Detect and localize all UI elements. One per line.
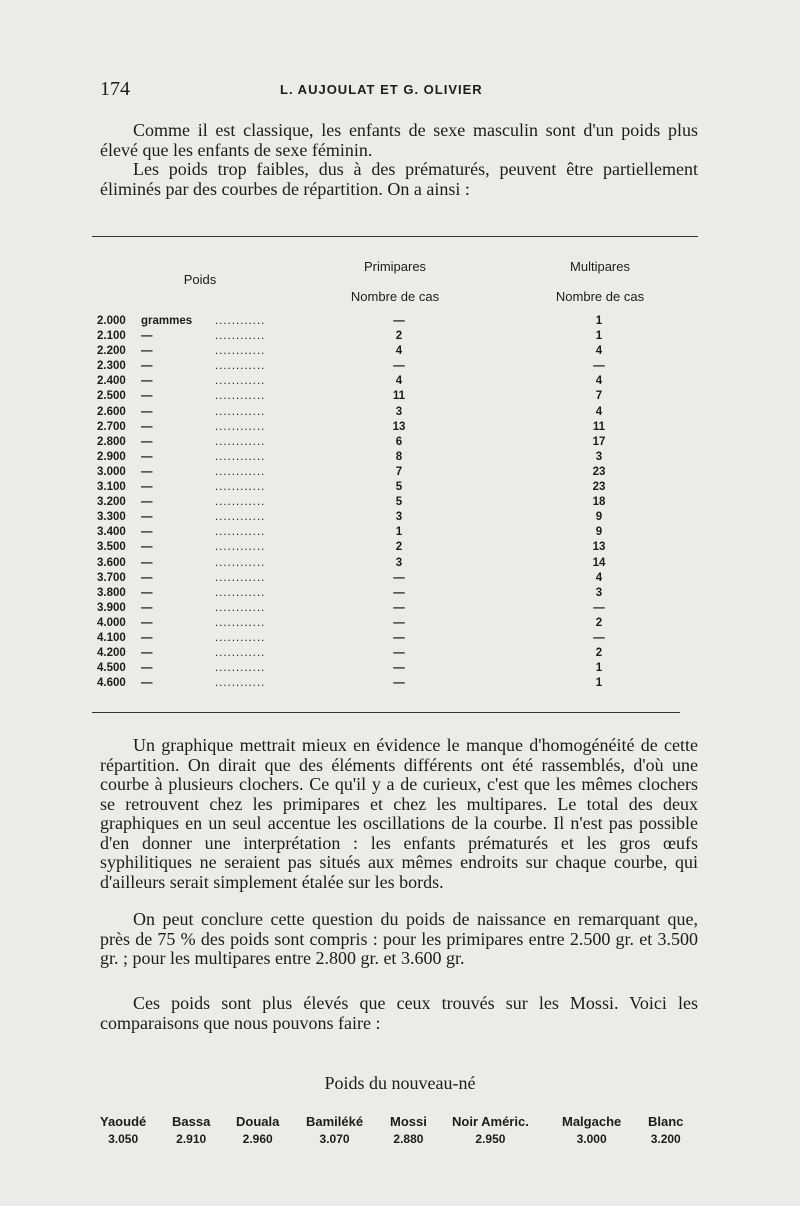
table-row (97, 632, 657, 647)
row-unit: — (141, 601, 153, 614)
table-row (97, 511, 657, 526)
table-row (97, 390, 657, 405)
table-row (97, 587, 657, 602)
row-weight: 3.100 (97, 481, 126, 494)
row-leader-dots: ............ (215, 677, 266, 690)
row-weight: 2.200 (97, 345, 126, 358)
row-unit: — (141, 541, 153, 554)
row-weight: 3.300 (97, 511, 126, 524)
row-multipares-count: 9 (595, 511, 603, 524)
table-row (97, 451, 657, 466)
row-primipares-count: — (393, 677, 405, 690)
table-row (97, 617, 657, 632)
row-multipares-count: 9 (595, 526, 603, 539)
table-row (97, 526, 657, 541)
comparison-label: Blanc (648, 1114, 684, 1129)
row-primipares-count: 7 (395, 465, 403, 478)
row-leader-dots: ............ (215, 631, 266, 644)
row-weight: 4.200 (97, 647, 126, 660)
comparison-label: Yaoudé (100, 1114, 147, 1129)
row-multipares-count: — (593, 631, 605, 644)
column-header-primipares: Primipares (363, 259, 427, 274)
row-leader-dots: ............ (215, 647, 266, 660)
row-multipares-count: 4 (595, 345, 603, 358)
table-row (97, 436, 657, 451)
row-primipares-count: — (393, 631, 405, 644)
body-paragraph-1: Un graphique mettrait mieux en évidence le manque d'homogénéité de cette répartition. On dirait que des éléments différents ont été rassemblés, d'où une courbe à plusieurs clochers. Ce qu'il y a de curieux, c'est que les mêmes clochers se retrouvent chez les primipares et chez les multipares. Le total des deux graphiques en un seul accentue les oscillations de la courbe. Il n'est pas possible d'en donner une interprétation : les enfants prématurés et les gros œufs syphilitiques ne seraient pas situés aux mêmes endroits sur chaque courbe, qui d'ailleurs serait simplement étalée sur les bords. (100, 735, 698, 892)
row-unit: — (141, 465, 153, 478)
table-row (97, 330, 657, 345)
row-weight: 2.500 (97, 390, 126, 403)
row-unit: — (141, 450, 153, 463)
row-multipares-count: 4 (595, 405, 603, 418)
weight-table-body (97, 315, 657, 692)
row-unit: — (141, 571, 153, 584)
row-primipares-count: 2 (395, 330, 403, 343)
row-leader-dots: ............ (215, 465, 266, 478)
row-primipares-count: 13 (392, 420, 406, 433)
row-weight: 3.700 (97, 571, 126, 584)
intro-paragraph-1: Comme il est classique, les enfants de sexe masculin sont d'un poids plus élevé que les enfants de sexe féminin. (100, 120, 698, 160)
table-bottom-rule (92, 712, 680, 713)
row-weight: 3.500 (97, 541, 126, 554)
row-unit: — (141, 631, 153, 644)
comparison-column (452, 1114, 529, 1146)
table-row (97, 557, 657, 572)
row-unit: — (141, 496, 153, 509)
comparison-value: 2.960 (242, 1132, 273, 1146)
row-leader-dots: ............ (215, 481, 266, 494)
row-unit: — (141, 345, 153, 358)
row-unit: — (141, 481, 153, 494)
table-row (97, 421, 657, 436)
row-multipares-count: 23 (592, 481, 606, 494)
row-primipares-count: 1 (395, 526, 403, 539)
comparison-value: 3.200 (650, 1132, 681, 1146)
row-primipares-count: — (393, 586, 405, 599)
table-row (97, 466, 657, 481)
comparison-value: 2.880 (393, 1132, 424, 1146)
table-row (97, 647, 657, 662)
row-leader-dots: ............ (215, 450, 266, 463)
comparison-column (390, 1114, 427, 1146)
row-primipares-count: — (393, 647, 405, 660)
row-primipares-count: 6 (395, 435, 403, 448)
row-weight: 4.100 (97, 631, 126, 644)
row-multipares-count: 1 (595, 315, 603, 327)
row-multipares-count: 4 (595, 571, 603, 584)
row-primipares-count: 3 (395, 511, 403, 524)
column-subheader-primipares: Nombre de cas (350, 289, 440, 304)
row-multipares-count: — (593, 601, 605, 614)
row-multipares-count: 18 (592, 496, 606, 509)
row-unit: — (141, 556, 153, 569)
row-leader-dots: ............ (215, 571, 266, 584)
row-unit: — (141, 616, 153, 629)
row-weight: 3.200 (97, 496, 126, 509)
row-multipares-count: 23 (592, 465, 606, 478)
row-leader-dots: ............ (215, 526, 266, 539)
row-leader-dots: ............ (215, 511, 266, 524)
row-leader-dots: ............ (215, 601, 266, 614)
comparison-value: 3.070 (319, 1132, 350, 1146)
comparison-column (648, 1114, 683, 1146)
table-row (97, 541, 657, 556)
row-weight: 2.900 (97, 450, 126, 463)
table-row (97, 662, 657, 677)
row-unit: — (141, 330, 153, 343)
row-leader-dots: ............ (215, 616, 266, 629)
row-weight: 4.600 (97, 677, 126, 690)
table-row (97, 345, 657, 360)
row-leader-dots: ............ (215, 390, 266, 403)
table-row (97, 481, 657, 496)
row-weight: 3.000 (97, 465, 126, 478)
row-unit: — (141, 420, 153, 433)
row-multipares-count: 2 (595, 647, 603, 660)
row-primipares-count: 11 (392, 390, 406, 403)
table-row (97, 496, 657, 511)
row-leader-dots: ............ (215, 420, 266, 433)
row-primipares-count: — (393, 616, 405, 629)
row-multipares-count: 4 (595, 375, 603, 388)
body-paragraph-3: Ces poids sont plus élevés que ceux trouvés sur les Mossi. Voici les comparaisons que nous pouvons faire : (100, 993, 698, 1033)
intro-paragraph-2: Les poids trop faibles, dus à des prématurés, peuvent être partiellement éliminés par des courbes de répartition. On a ainsi : (100, 159, 698, 199)
comparison-label: Mossi (390, 1114, 427, 1129)
body-paragraph-2: On peut conclure cette question du poids de naissance en remarquant que, près de 75 % des poids sont compris : pour les primipares entre 2.500 gr. et 3.500 gr. ; pour les multipares entre 2.800 gr. et 3.600 gr. (100, 909, 698, 968)
row-multipares-count: — (593, 360, 605, 373)
row-primipares-count: — (393, 360, 405, 373)
comparison-value: 3.000 (576, 1132, 607, 1146)
row-weight: 2.100 (97, 330, 126, 343)
comparison-label: Malgache (562, 1114, 622, 1129)
row-primipares-count: 8 (395, 450, 403, 463)
comparison-label: Noir Améric. (452, 1114, 529, 1129)
comparison-column (236, 1114, 279, 1146)
table-row (97, 572, 657, 587)
table-top-rule (92, 236, 698, 237)
row-multipares-count: 11 (592, 420, 606, 433)
row-multipares-count: 3 (595, 586, 603, 599)
row-leader-dots: ............ (215, 496, 266, 509)
table-row (97, 360, 657, 375)
column-subheader-multipares: Nombre de cas (555, 289, 645, 304)
row-primipares-count: 4 (395, 375, 403, 388)
row-multipares-count: 14 (592, 556, 606, 569)
page-number: 174 (100, 78, 130, 100)
column-header-multipares: Multipares (570, 259, 630, 274)
row-unit: — (141, 647, 153, 660)
row-leader-dots: ............ (215, 435, 266, 448)
row-leader-dots: ............ (215, 405, 266, 418)
row-primipares-count: 3 (395, 405, 403, 418)
row-leader-dots: ............ (215, 330, 266, 343)
row-weight: 4.500 (97, 662, 126, 675)
row-primipares-count: 2 (395, 541, 403, 554)
row-unit: grammes (141, 315, 193, 327)
page-header (100, 78, 700, 104)
row-weight: 2.400 (97, 375, 126, 388)
row-leader-dots: ............ (215, 375, 266, 388)
row-multipares-count: 13 (592, 541, 606, 554)
row-primipares-count: 4 (395, 345, 403, 358)
comparison-value: 2.950 (475, 1132, 506, 1146)
row-weight: 2.300 (97, 360, 126, 373)
comparison-column (172, 1114, 210, 1146)
row-weight: 3.600 (97, 556, 126, 569)
comparison-value: 3.050 (108, 1132, 139, 1146)
row-weight: 2.800 (97, 435, 126, 448)
row-multipares-count: 2 (595, 616, 603, 629)
table-row (97, 602, 657, 617)
comparison-label: Bamiléké (306, 1114, 364, 1129)
row-leader-dots: ............ (215, 315, 266, 327)
row-weight: 3.800 (97, 586, 126, 599)
row-leader-dots: ............ (215, 662, 266, 675)
row-multipares-count: 1 (595, 662, 603, 675)
row-leader-dots: ............ (215, 586, 266, 599)
row-primipares-count: — (393, 662, 405, 675)
table-row (97, 375, 657, 390)
table-row (97, 406, 657, 421)
row-weight: 2.600 (97, 405, 126, 418)
row-leader-dots: ............ (215, 556, 266, 569)
row-multipares-count: 7 (595, 390, 603, 403)
row-primipares-count: — (393, 571, 405, 584)
comparison-column (562, 1114, 621, 1146)
comparison-title: Poids du nouveau-né (324, 1073, 476, 1093)
row-primipares-count: 3 (395, 556, 403, 569)
row-weight: 2.000 (97, 315, 126, 327)
row-leader-dots: ............ (215, 541, 266, 554)
row-weight: 3.900 (97, 601, 126, 614)
comparison-label: Bassa (172, 1114, 211, 1129)
row-leader-dots: ............ (215, 345, 266, 358)
table-row (97, 315, 657, 330)
table-row (97, 677, 657, 692)
comparison-column (306, 1114, 363, 1146)
row-unit: — (141, 360, 153, 373)
row-unit: — (141, 511, 153, 524)
row-unit: — (141, 390, 153, 403)
row-primipares-count: — (393, 601, 405, 614)
row-leader-dots: ............ (215, 360, 266, 373)
row-unit: — (141, 435, 153, 448)
row-primipares-count: — (393, 315, 405, 327)
comparison-column (100, 1114, 146, 1146)
row-weight: 2.700 (97, 420, 126, 433)
comparison-value: 2.910 (176, 1132, 207, 1146)
row-unit: — (141, 526, 153, 539)
row-multipares-count: 1 (595, 330, 603, 343)
row-unit: — (141, 375, 153, 388)
row-multipares-count: 3 (595, 450, 603, 463)
row-unit: — (141, 405, 153, 418)
row-unit: — (141, 586, 153, 599)
row-weight: 4.000 (97, 616, 126, 629)
row-unit: — (141, 677, 153, 690)
row-unit: — (141, 662, 153, 675)
row-primipares-count: 5 (395, 496, 403, 509)
comparison-label: Douala (236, 1114, 280, 1129)
row-weight: 3.400 (97, 526, 126, 539)
running-head: L. AUJOULAT ET G. OLIVIER (280, 82, 483, 97)
row-primipares-count: 5 (395, 481, 403, 494)
row-multipares-count: 17 (592, 435, 606, 448)
row-multipares-count: 1 (595, 677, 603, 690)
column-header-poids: Poids (183, 272, 217, 287)
